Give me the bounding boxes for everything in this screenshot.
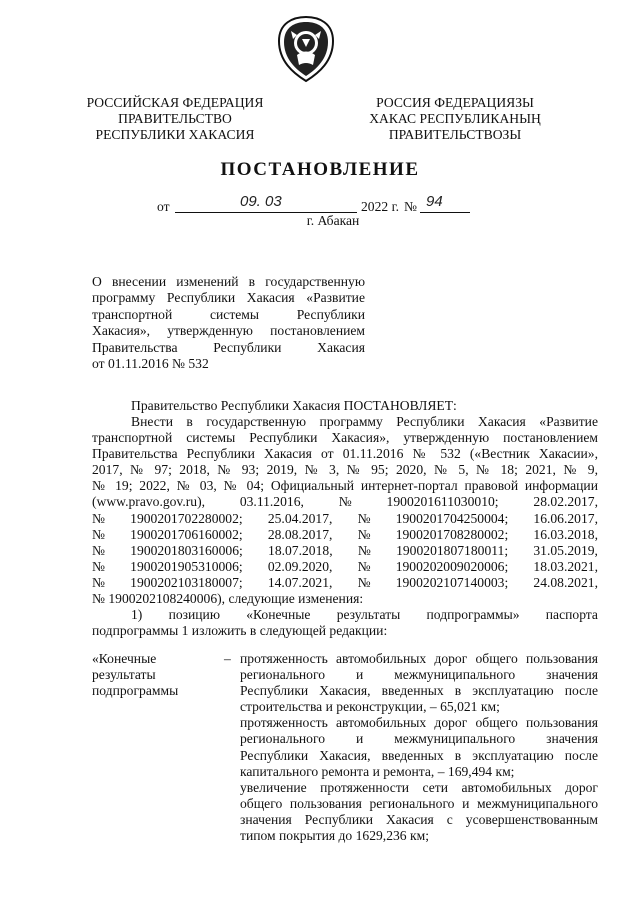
row-cell: 03.11.2016,	[239, 494, 304, 510]
resolution-line: Внести в государственную программу Республики Хакасия «Развитие	[131, 414, 598, 429]
resolution-line: 2017, № 97; 2018, № 93; 2019, № 3, № 95; 2020, № 5, № 18; 2021, № 9,	[92, 462, 598, 478]
resolution-intro: Правительство Республики Хакасия ПОСТАНОВЛЯЕТ:	[131, 398, 457, 413]
row-cell: 14.07.2021,	[267, 574, 333, 590]
resolution-text	[92, 414, 598, 639]
header-left-line: РОССИЙСКАЯ ФЕДЕРАЦИЯ	[86, 95, 264, 110]
results-line: капитального ремонта и ремонта, – 169,494 км;	[240, 763, 515, 779]
row-cell: №	[357, 542, 371, 558]
row-cell: №	[357, 510, 371, 526]
header-left-line: РЕСПУБЛИКИ ХАКАСИЯ	[95, 127, 255, 142]
header-right	[340, 95, 570, 143]
row-cell: 1900201704250004;	[395, 510, 509, 526]
row-cell: результаты	[336, 607, 401, 623]
row-cell: 1900201803160006;	[130, 542, 243, 558]
coat-of-arms-emblem	[275, 15, 337, 83]
results-line: регионального и межмуниципального значения	[240, 667, 598, 683]
row-cell: №	[92, 510, 105, 526]
results-line: Республики Хакасия, введенных в эксплуатацию после	[240, 747, 598, 763]
header-left	[60, 95, 290, 143]
row-cell: 28.08.2017,	[267, 526, 333, 542]
results-line: Республики Хакасия, введенных в эксплуатацию после	[240, 683, 598, 699]
document-title: ПОСТАНОВЛЕНИЕ	[220, 159, 420, 180]
row-cell: 16.03.2018,	[533, 526, 598, 542]
row-cell: подпрограммы»	[426, 607, 520, 623]
register-row	[92, 559, 598, 575]
subject-line: программу Республики Хакасия «Развитие	[92, 290, 365, 306]
subject-line: Правительства Республики Хакасия	[92, 339, 365, 355]
row-cell: позицию	[168, 607, 220, 623]
row-cell: №	[357, 526, 371, 542]
results-dash: –	[224, 651, 231, 666]
subject-line: от 01.11.2016 № 532	[92, 356, 209, 372]
results-line: протяженность автомобильных дорог общего пользования	[240, 715, 598, 731]
row-cell: 16.06.2017,	[533, 510, 598, 526]
row-cell: №	[338, 494, 352, 510]
row-cell: 1900201807180011;	[396, 542, 509, 558]
item1-row	[92, 607, 598, 623]
register-row	[92, 511, 598, 527]
results-label	[92, 651, 207, 700]
number-sign: №	[404, 199, 417, 214]
resolution-line: Правительства Республики Хакасия от 01.11.2016 № 532 («Вестник Хакасии»,	[92, 446, 598, 462]
register-row	[92, 575, 598, 591]
row-cell: 1900202009020006;	[395, 558, 509, 574]
row-cell: 1900201702280002;	[130, 510, 243, 526]
header-right-line: ПРАВИТЕЛЬСТВОЗЫ	[388, 127, 522, 142]
subject-block	[92, 274, 365, 372]
results-line: регионального и межмуниципального значения	[240, 731, 598, 747]
row-cell: №	[92, 558, 105, 574]
row-cell: паспорта	[545, 607, 598, 623]
handwritten-number: 94	[426, 193, 443, 210]
results-line: протяженность автомобильных дорог общего пользования	[240, 651, 598, 666]
row-cell: (www.pravo.gov.ru),	[92, 494, 205, 510]
row-cell: «Конечные	[246, 607, 311, 623]
row-cell: 1900202107140003;	[395, 574, 509, 590]
row-cell: 1)	[131, 607, 143, 623]
row-cell: 24.08.2021,	[533, 574, 598, 590]
portal-row	[92, 494, 598, 510]
subject-line: транспортной системы Республики	[92, 306, 365, 322]
row-cell: №	[92, 574, 105, 590]
results-line: значения Республики Хакасия с усовершенствованным	[240, 811, 598, 827]
register-row	[92, 543, 598, 559]
resolution-tail: № 1900202108240006), следующие изменения:	[92, 591, 364, 607]
item1-continuation: подпрограммы 1 изложить в следующей редакции:	[92, 623, 388, 639]
row-cell: 1900201905310006;	[130, 558, 243, 574]
subject-line: О внесении изменений в государственную	[92, 274, 365, 289]
row-cell: 18.03.2021,	[533, 558, 598, 574]
results-line: типом покрытия до 1629,236 км;	[240, 828, 429, 844]
results-label-line: подпрограммы	[92, 683, 179, 699]
row-cell: №	[92, 526, 105, 542]
results-line: увеличение протяженности сети автомобильных дорог	[240, 779, 598, 795]
register-row	[92, 527, 598, 543]
results-text	[240, 651, 598, 844]
city: г. Абакан	[306, 213, 360, 228]
row-cell: 25.04.2017,	[267, 510, 333, 526]
results-label-line: результаты	[92, 667, 156, 683]
row-cell: 31.05.2019,	[533, 542, 598, 558]
row-cell: 28.02.2017,	[533, 494, 598, 510]
handwritten-date: 09. 03	[240, 193, 282, 210]
header-right-line: ХАКАС РЕСПУБЛИКАНЫҢ	[369, 111, 541, 126]
row-cell: 18.07.2018,	[268, 542, 333, 558]
row-cell: 1900201708280002;	[395, 526, 509, 542]
row-cell: №	[92, 542, 105, 558]
row-cell: 1900202103180007;	[130, 574, 243, 590]
resolution-line: транспортной системы Республики Хакасия», утвержденную постановлением	[92, 430, 598, 446]
date-year: 2022 г.	[361, 199, 400, 214]
date-prefix: от	[157, 199, 170, 214]
subject-line: Хакасия», утвержденную постановлением	[92, 323, 365, 339]
resolution-line: № 19; 2022, № 03, № 04; Официальный интернет-портал правовой информации	[92, 478, 598, 494]
header-right-line: РОССИЯ ФЕДЕРАЦИЯЗЫ	[376, 95, 534, 110]
row-cell: 1900201706160002;	[130, 526, 243, 542]
results-line: общего пользования регионального и межмуниципального	[240, 795, 598, 811]
header-left-line: ПРАВИТЕЛЬСТВО	[118, 111, 232, 126]
row-cell: 02.09.2020,	[267, 558, 333, 574]
row-cell: 1900201611030010;	[386, 494, 499, 510]
results-line: строительства и реконструкции, – 65,021 км;	[240, 699, 500, 715]
results-label-line: «Конечные	[92, 651, 157, 666]
row-cell: №	[357, 574, 371, 590]
row-cell: №	[357, 558, 371, 574]
